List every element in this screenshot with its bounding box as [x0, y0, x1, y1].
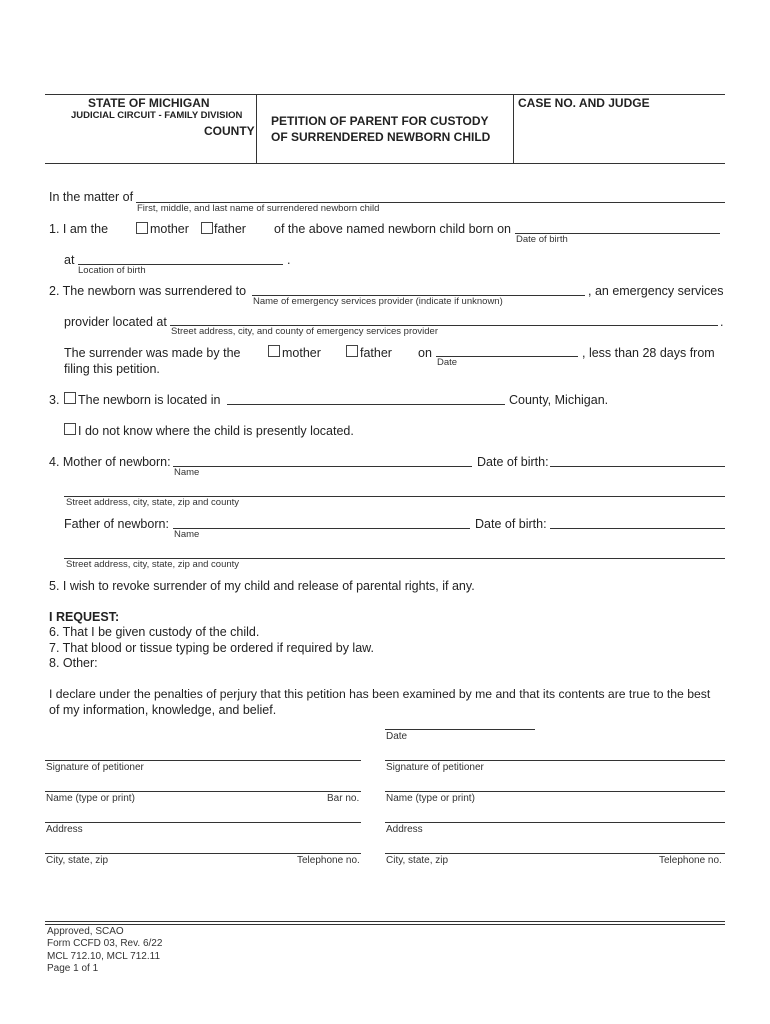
left-city-caption: City, state, zip	[46, 855, 109, 866]
item1-text: of the above named newborn child born on	[274, 222, 511, 236]
father-dob-label: Date of birth:	[475, 517, 547, 531]
surrender-on: on	[418, 346, 432, 360]
right-phone-caption: Telephone no.	[659, 855, 722, 866]
request-item8: 8. Other:	[49, 656, 98, 670]
right-city-caption: City, state, zip	[386, 855, 449, 866]
surrender-date-field[interactable]	[436, 356, 578, 357]
surrender-less-than: , less than 28 days from	[582, 346, 715, 360]
footer-rule-1	[45, 921, 725, 922]
case-number-label: CASE NO. AND JUDGE	[518, 96, 650, 110]
surrender-father-checkbox[interactable]	[346, 345, 358, 357]
form-title-line2: OF SURRENDERED NEWBORN CHILD	[271, 130, 491, 144]
footer-page: Page 1 of 1	[47, 963, 99, 974]
surrender-mother-label: mother	[282, 346, 321, 360]
left-phone-caption: Telephone no.	[297, 855, 360, 866]
left-name-field[interactable]	[45, 791, 361, 792]
item1-mother-label: mother	[150, 222, 189, 236]
footer-mcl: MCL 712.10, MCL 712.11	[47, 951, 161, 962]
left-bar-caption: Bar no.	[327, 793, 360, 804]
item1-prefix: 1. I am the	[49, 222, 109, 236]
father-name-field[interactable]	[173, 528, 470, 529]
item3-unknown-checkbox[interactable]	[64, 423, 76, 435]
item2-located-label: provider located at	[64, 315, 167, 329]
request-item7: 7. That blood or tissue typing be ordered if required by law.	[49, 641, 374, 655]
item1-at: at	[64, 253, 75, 267]
mother-address-caption: Street address, city, state, zip and county	[66, 497, 240, 508]
declaration-line1: I declare under the penalties of perjury that this petition has been examined by me and that its contents are true to the best	[49, 687, 711, 701]
father-name-caption: Name	[174, 529, 200, 540]
child-name-caption: First, middle, and last name of surrendered newborn child	[137, 203, 380, 214]
father-address-caption: Street address, city, state, zip and county	[66, 559, 240, 570]
item1-mother-checkbox[interactable]	[136, 222, 148, 234]
father-label: Father of newborn:	[64, 517, 169, 531]
left-address-caption: Address	[46, 824, 83, 835]
item1-dob-caption: Date of birth	[516, 234, 568, 245]
header-bottom-rule	[45, 163, 725, 164]
surrender-line2: filing this petition.	[64, 362, 160, 376]
header-divider-2	[513, 94, 514, 163]
item2-prefix: 2. The newborn was surrendered to	[49, 284, 247, 298]
declaration-line2: of my information, knowledge, and belief.	[49, 703, 277, 717]
footer-rule-2	[45, 924, 725, 925]
mother-label: 4. Mother of newborn:	[49, 455, 171, 469]
surrender-date-caption: Date	[437, 357, 458, 368]
right-address-caption: Address	[386, 824, 423, 835]
header-top-rule	[45, 94, 725, 95]
item2-address-caption: Street address, city, and county of emergency services provider	[171, 326, 439, 337]
father-dob-field[interactable]	[550, 528, 725, 529]
left-name-caption: Name (type or print)	[46, 793, 135, 804]
right-name-field[interactable]	[385, 791, 725, 792]
mother-dob-label: Date of birth:	[477, 455, 549, 469]
item5-text: 5. I wish to revoke surrender of my child and release of parental rights, if any.	[49, 579, 475, 593]
item1-period: .	[287, 253, 291, 267]
date-caption: Date	[386, 731, 408, 742]
right-city-field[interactable]	[385, 853, 725, 854]
surrender-mother-checkbox[interactable]	[268, 345, 280, 357]
item3-num: 3.	[49, 393, 60, 407]
mother-name-caption: Name	[174, 467, 200, 478]
item3-county-michigan: County, Michigan.	[509, 393, 609, 407]
item2-provider-caption: Name of emergency services provider (indicate if unknown)	[253, 296, 503, 307]
state-heading: STATE OF MICHIGAN	[88, 96, 210, 110]
item2-period: .	[720, 315, 724, 329]
surrender-line1: The surrender was made by the	[64, 346, 241, 360]
item2-suffix: , an emergency services	[588, 284, 724, 298]
division-heading: JUDICIAL CIRCUIT - FAMILY DIVISION	[71, 110, 243, 121]
left-address-field[interactable]	[45, 822, 361, 823]
item1-father-checkbox[interactable]	[201, 222, 213, 234]
mother-dob-field[interactable]	[550, 466, 725, 467]
surrender-father-label: father	[360, 346, 392, 360]
county-label: COUNTY	[204, 124, 255, 138]
right-signature-caption: Signature of petitioner	[386, 762, 484, 773]
date-field[interactable]	[385, 729, 535, 730]
item3-unknown-label: I do not know where the child is presently located.	[78, 424, 354, 438]
left-signature-caption: Signature of petitioner	[46, 762, 144, 773]
request-heading: I REQUEST:	[49, 610, 120, 624]
matter-label: In the matter of	[49, 190, 134, 204]
item3-located-checkbox[interactable]	[64, 392, 76, 404]
left-signature-field[interactable]	[45, 760, 361, 761]
left-city-field[interactable]	[45, 853, 361, 854]
item3-located-label: The newborn is located in	[78, 393, 221, 407]
request-item6: 6. That I be given custody of the child.	[49, 625, 260, 639]
footer-form-number: Form CCFD 03, Rev. 6/22	[47, 938, 163, 949]
footer-approved: Approved, SCAO	[47, 926, 124, 937]
right-name-caption: Name (type or print)	[386, 793, 475, 804]
right-signature-field[interactable]	[385, 760, 725, 761]
right-address-field[interactable]	[385, 822, 725, 823]
header-divider-1	[256, 94, 257, 163]
item1-father-label: father	[214, 222, 246, 236]
item3-county-field[interactable]	[227, 404, 505, 405]
item1-location-caption: Location of birth	[78, 265, 146, 276]
form-title-line1: PETITION OF PARENT FOR CUSTODY	[271, 114, 489, 128]
mother-name-field[interactable]	[173, 466, 472, 467]
